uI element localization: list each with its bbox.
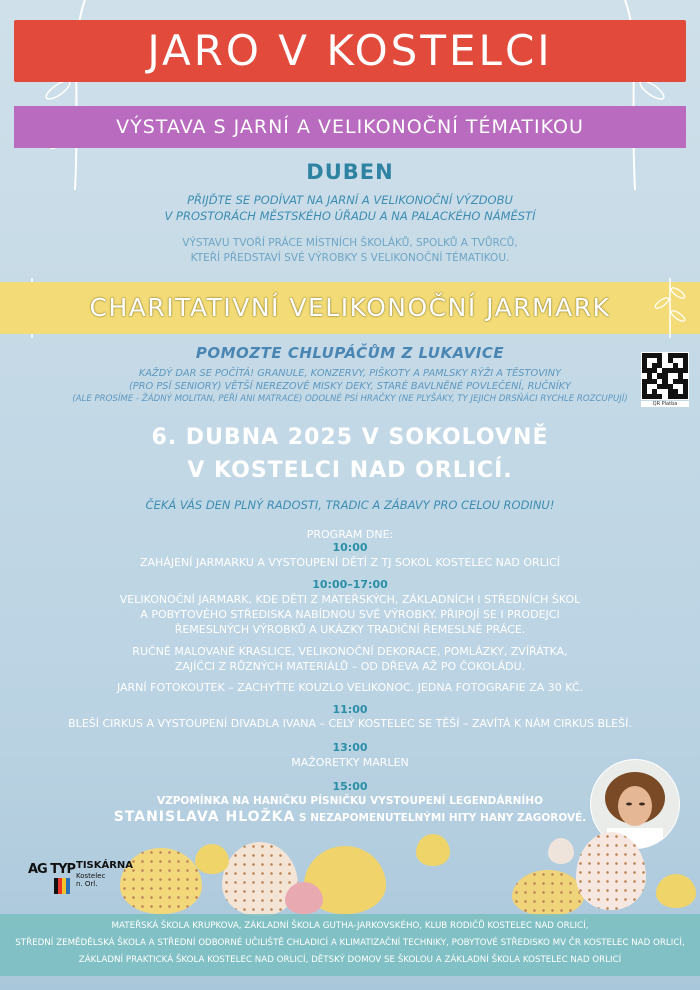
qr-label: QR Platba bbox=[641, 401, 689, 407]
partners-line: STŘEDNÍ ZEMĚDĚLSKÁ ŠKOLA A STŘEDNÍ ODBORNÉ UČILIŠTĚ CHLADICÍ A KLIMATIZAČNÍ TECHNIKY, POBYTOVÉ STŘEDISKO MV ČR KOSTELEC NAD ORLICÍ, bbox=[15, 938, 685, 948]
egg-icon bbox=[195, 844, 229, 874]
egg-icon bbox=[285, 882, 323, 914]
program-item-line: ŘEMESLNÝCH VÝROBKŮ A UKÁZKY TRADIČNÍ ŘEMESLNÉ PRÁCE. bbox=[174, 623, 526, 636]
program-item: MAŽORETKY MARLEN bbox=[291, 756, 409, 769]
egg-icon bbox=[120, 848, 202, 914]
exhibition-info bbox=[0, 236, 700, 266]
qr-payment-code[interactable] bbox=[641, 352, 689, 400]
event-place-line: V KOSTELCI NAD ORLICÍ. bbox=[187, 458, 513, 483]
help-heading: POMOZTE CHLUPÁČŮM Z LUKAVICE bbox=[195, 344, 505, 362]
program-item-rest: S NEZAPOMENUTELNÝMI HITY HANY ZAGOROVÉ. bbox=[299, 812, 587, 824]
page-title: JARO V KOSTELCI bbox=[147, 26, 553, 75]
printer-logo bbox=[28, 858, 134, 898]
partners-line: MATEŘSKÁ ŠKOLA KRUPKOVA, ZÁKLADNÍ ŠKOLA GUTHA-JARKOVSKÉHO, KLUB RODIČŮ KOSTELEC NAD ORLICÍ, bbox=[111, 921, 589, 931]
fair-title: CHARITATIVNÍ VELIKONOČNÍ JARMARK bbox=[89, 293, 611, 322]
program-time: 15:00 bbox=[332, 780, 368, 793]
program-item: ZAHÁJENÍ JARMARKU A VYSTOUPENÍ DĚTÍ Z TJ SOKOL KOSTELEC NAD ORLICÍ bbox=[140, 556, 560, 569]
program-heading: PROGRAM DNE: bbox=[306, 528, 394, 541]
logo-mark: AG TYP bbox=[28, 862, 76, 877]
egg-icon bbox=[656, 874, 696, 908]
program-item-line: VELIKONOČNÍ JARMARK, KDE DĚTI Z MATEŘSKÝCH, ZÁKLADNÍCH I STŘEDNÍCH ŠKOL bbox=[119, 593, 581, 606]
partners-line: ZÁKLADNÍ PRAKTICKÁ ŠKOLA KOSTELEC NAD ORLICÍ, DĚTSKÝ DOMOV SE ŠKOLOU A ZÁKLADNÍ ŠKOLA KOSTELEC NAD ORLICÍ bbox=[78, 955, 622, 965]
program-item: JARNÍ FOTOKOUTEK – ZACHYŤTE KOUZLO VELIKONOC. JEDNA FOTOGRAFIE ZA 30 KČ. bbox=[116, 681, 584, 694]
exhibition-month: DUBEN bbox=[306, 160, 394, 184]
egg-icon bbox=[548, 838, 574, 864]
invite-line: V PROSTORÁCH MĚSTSKÉHO ÚŘADU A NA PALACKÉHO NÁMĚSTÍ bbox=[164, 209, 536, 223]
exhibition-invite bbox=[0, 192, 700, 224]
event-tagline: ČEKÁ VÁS DEN PLNÝ RADOSTI, TRADIC A ZÁBAVY PRO CELOU RODINU! bbox=[145, 498, 555, 512]
donation-line: (ALE PROSÍME - ŽÁDNÝ MOLITAN, PEŘÍ ANI MATRACE) ODOLNÉ PSÍ HRAČKY (NE PLYŠÁKY, TY JEJICH DRSŇÁCI RYCHLE ROZCUPUJÍ) bbox=[72, 394, 628, 404]
program-item: BLEŠÍ CIRKUS A VYSTOUPENÍ DIVADLA IVANA – CELÝ KOSTELEC SE TĚŠÍ – ZAVÍTÁ K NÁM CIRKUS BLEŠÍ. bbox=[68, 717, 632, 730]
event-date-line: 6. DUBNA 2025 V SOKOLOVNĚ bbox=[151, 425, 549, 450]
invite-line: PŘIJĎTE SE PODÍVAT NA JARNÍ A VELIKONOČNÍ VÝZDOBU bbox=[187, 193, 513, 207]
program-time: 11:00 bbox=[332, 703, 368, 716]
egg-icon bbox=[512, 870, 584, 916]
logo-line: Kostelec n. Orl. bbox=[76, 872, 106, 888]
program-item-line: A POBYTOVÉHO STŘEDISKA NABÍDNOU SVÉ VÝROBKY. PŘIPOJÍ SE I PRODEJCI bbox=[140, 608, 560, 621]
donation-list bbox=[0, 368, 700, 406]
program-item bbox=[0, 592, 700, 637]
donation-line: KAŽDÝ DAR SE POČÍTÁ! GRANULE, KONZERVY, PIŠKOTY A PAMLSKY RÝŽI A TĚSTOVINY bbox=[138, 368, 562, 379]
sprig-icon-right bbox=[650, 278, 690, 338]
program-item: VZPOMÍNKA NA HANIČKU PÍSNIČKU VYSTOUPENÍ LEGENDÁRNÍHO bbox=[156, 795, 544, 807]
program-time: 10:00–17:00 bbox=[312, 578, 388, 591]
logo-line: TISKÁRNA bbox=[76, 860, 134, 871]
program-item-line: RUČNĚ MALOVANÉ KRASLICE, VELIKONOČNÍ DEKORACE, POMLÁZKY, ZVÍŘÁTKA, bbox=[132, 645, 568, 658]
info-line: VÝSTAVU TVOŘÍ PRÁCE MÍSTNÍCH ŠKOLÁKŮ, SPOLKŮ A TVŮRCŮ, bbox=[182, 237, 518, 249]
partners-list bbox=[0, 918, 700, 969]
page-subtitle: VÝSTAVA S JARNÍ A VELIKONOČNÍ TÉMATIKOU bbox=[116, 116, 584, 138]
info-line: KTEŘÍ PŘEDSTAVÍ SVÉ VÝROBKY S VELIKONOČNÍ TÉMATIKOU. bbox=[190, 252, 510, 264]
performer-name: STANISLAVA HLOŽKA bbox=[113, 809, 296, 825]
program-time: 10:00 bbox=[332, 541, 368, 554]
donation-line: (PRO PSÍ SENIORY) VĚTŠÍ NEREZOVÉ MISKY DEKY, STARÉ BAVLNĚNÉ POVLEČENÍ, RUČNÍKY bbox=[128, 380, 572, 392]
program-time: 13:00 bbox=[332, 741, 368, 754]
program-item bbox=[0, 644, 700, 674]
egg-icon bbox=[416, 834, 450, 866]
program-item-line: ZAJÍČCI Z RŮZNÝCH MATERIÁLŮ – OD DŘEVA AŽ PO ČOKOLÁDU. bbox=[174, 660, 526, 673]
logo-stripes-icon bbox=[54, 878, 70, 894]
